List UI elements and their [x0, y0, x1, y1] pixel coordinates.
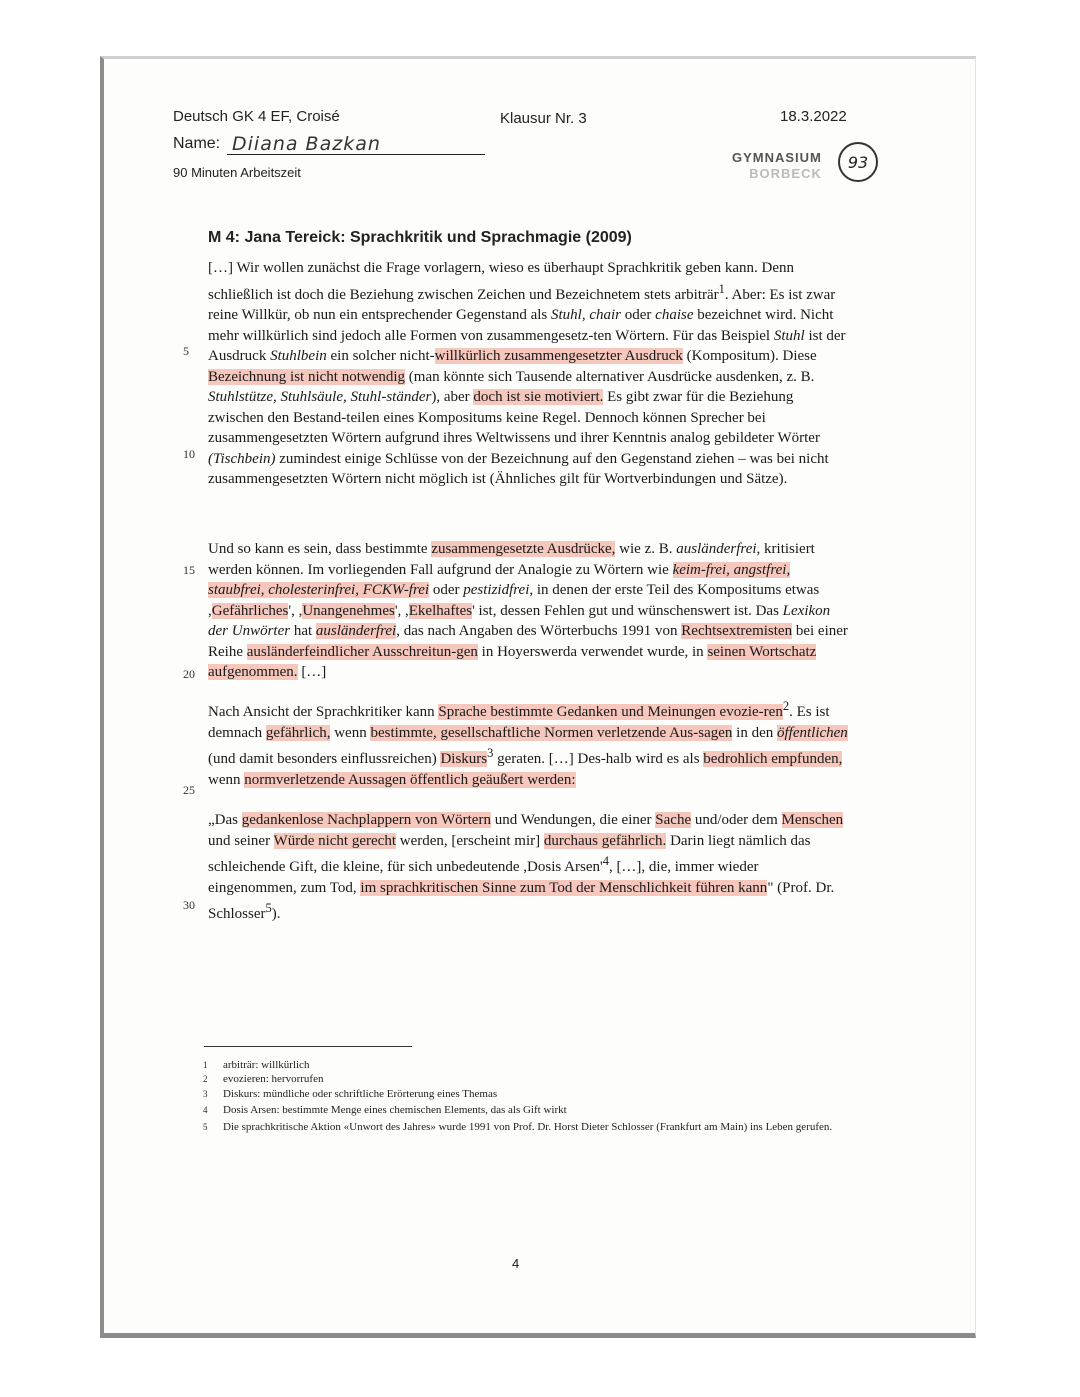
grade-mark-handwritten: 93: [838, 142, 878, 182]
highlight: doch ist sie motiviert.: [473, 389, 604, 405]
footnote-3: 3 Diskurs: mündliche oder schriftliche Erörterung eines Themas: [203, 1088, 498, 1100]
exam-label: Klausur Nr. 3: [500, 110, 587, 127]
paragraph-2: Und so kann es sein, dass bestimmte zusammengesetzte Ausdrücke, wie z. B. ausländerfrei, kritisiert werden können. Im vorliegenden Fall aufgrund der Analogie zu Wörtern wie keim-frei, angstfrei, staubfrei, cholesterinfrei, FCKW-frei oder pestizidfrei, in denen der erste Teil des Kompositums etwas ,Gefährliches', ,Unangenehmes', ,Ekelhaftes' ist, dessen Fehlen gut und wünschenswert ist. Das Lexikon der Unwörter hat ausländerfrei, das nach Angaben des Wörterbuchs 1991 von Rechtsextremisten bei einer Reihe ausländerfeindlicher Ausschreitun-gen in Hoyerswerda verwendet wurde, in seinen Wortschatz aufgenommen. […]: [208, 541, 848, 680]
date-label: 18.3.2022: [780, 108, 847, 125]
footnote-5: 5 Die sprachkritische Aktion «Unwort des Jahres» wurde 1991 von Prof. Dr. Horst Dieter Schlosser (Frankfurt am Main) ins Leben gerufen.: [203, 1121, 833, 1133]
highlight: öffentlichen: [777, 724, 848, 741]
highlight: Unangenehmes: [302, 602, 395, 619]
highlight: Diskurs: [440, 751, 488, 767]
line-number-20: 20: [183, 667, 195, 681]
footnote-divider: [204, 1046, 412, 1047]
paragraph-1: […] Wir wollen zunächst die Frage vorlagern, wieso es überhaupt Sprachkritik geben kann. Denn schließlich ist doch die Beziehung zwischen Zeichen und Bezeichnetem stets arbiträr$^1$. Aber: Es ist zwar reine Willkür, ob nun ein entsprechender Gegenstand als Stuhl, chair oder chaise bezeichnet wird. Nicht mehr willkürlich sind jedoch alle Formen von zusammengesetz-ten Wörtern. Für das Beispiel Stuhl ist der Ausdruck Stuhlbein ein solcher nicht-willkürlich zusammengesetzter Ausdruck (Kompositum). Diese Bezeichnung ist nicht notwendig (man könnte sich Tausende alternativer Ausdrücke ausdenken, z. B. Stuhlstütze, Stuhlsäule, Stuhl-ständer), aber doch ist sie motiviert. Es gibt zwar für die Beziehung zwischen den Bestand-teilen eines Kompositums keine Regel. Dennoch können Sprecher bei zusammengesetzten Wörtern aufgrund ihres Weltwissens und ihrer Kenntnis analog gebildeter Wörter (Tischbein) zumindest einige Schlüsse von der Bezeichnung auf den Gegenstand ziehen – was bei nicht zusammengesetzten Wörtern nicht möglich ist (Ähnliches gilt für Wortverbindungen und Sätze).: [208, 260, 846, 487]
line-number-15: 15: [183, 563, 195, 577]
highlight: durchaus gefährlich.: [543, 832, 667, 849]
highlight: normverletzende Aussagen öffentlich geäußert werden:: [244, 771, 576, 788]
highlight: bestimmte, gesellschaftliche Normen verletzende Aus-sagen: [370, 724, 733, 741]
highlight: im sprachkritischen Sinne zum Tod der Menschlichkeit führen kann: [360, 879, 768, 896]
highlight: gedankenlose Nachplappern von Wörtern: [241, 812, 491, 828]
school-logo: [732, 150, 822, 182]
highlight: zusammengesetzte Ausdrücke,: [431, 541, 616, 557]
highlight: ausländerfeindlicher Ausschreitun-gen: [246, 643, 478, 660]
duration-label: 90 Minuten Arbeitszeit: [173, 165, 301, 180]
quote-paragraph: „Das gedankenlose Nachplappern von Wörtern und Wendungen, die einer Sache und/oder dem Menschen und seiner Würde nicht gerecht werden, [erscheint mir] durchaus gefährlich. Darin liegt nämlich das schleichende Gift, die kleine, für sich unbedeutende ,Dosis $Arsen'^4$, […], die, immer wieder eingenommen, zum Tod, im sprachkritischen Sinne zum Tod der Menschlichkeit führen kann" (Prof. Dr. Schlosser$^5$).: [208, 812, 844, 922]
highlight: seinen Wortschatz aufgenommen.: [208, 643, 817, 680]
footnote-1: 1 arbiträr: willkürlich: [203, 1059, 310, 1071]
page-number: 4: [512, 1256, 520, 1271]
material-title: M 4: Jana Tereick: Sprachkritik und Sprachmagie (2009): [208, 229, 632, 246]
highlight: ausländerfrei: [315, 623, 397, 639]
logo-town-text: BORBECK: [749, 166, 822, 181]
highlight: Bezeichnung ist nicht notwendig: [208, 368, 406, 385]
name-label: Name:: [173, 135, 221, 152]
highlight: Ekelhaftes: [408, 602, 473, 619]
line-number-30: 30: [183, 898, 195, 912]
highlight: keim-frei, angstfrei, staubfrei, cholesterinfrei, FCKW-frei: [208, 561, 791, 598]
line-number-5: 5: [183, 344, 189, 358]
highlight: willkürlich zusammengesetzter Ausdruck: [434, 348, 683, 364]
highlight: Sprache bestimmte Gedanken und Meinungen evozie-ren: [438, 704, 783, 720]
highlight: Sache: [655, 812, 692, 828]
highlight: Würde nicht gerecht: [273, 832, 396, 849]
highlight: Gefährliches: [211, 602, 289, 619]
student-name-handwritten: Diiana Bazkan: [232, 133, 381, 155]
highlight: gefährlich,: [265, 724, 331, 741]
footnote-2: 2 evozieren: hervorrufen: [203, 1073, 324, 1085]
highlight: Rechtsextremisten: [681, 623, 793, 639]
line-number-10: 10: [183, 447, 195, 461]
footnote-4: 4 Dosis Arsen: bestimmte Menge eines chemischen Elements, das als Gift wirkt: [203, 1104, 567, 1116]
highlight: Menschen: [781, 812, 844, 828]
highlight: bedrohlich empfunden,: [703, 751, 843, 767]
line-number-25: 25: [183, 783, 195, 797]
paragraph-3: Nach Ansicht der Sprachkritiker kann Sprache bestimmte Gedanken und Meinungen evozie-ren$^2$. Es ist demnach gefährlich, wenn bestimmte, gesellschaftliche Normen verletzende Aus-sagen in den öffentlichen (und damit besonders einflussreichen) Diskurs$^3$ geraten. […] Des-halb wird es als bedrohlich empfunden, wenn normverletzende Aussagen öffentlich geäußert werden:: [208, 699, 848, 788]
course-label: Deutsch GK 4 EF, Croisé: [173, 108, 340, 125]
name-underline: [227, 154, 485, 155]
logo-gym-text: GYMNASIUM: [732, 150, 822, 165]
